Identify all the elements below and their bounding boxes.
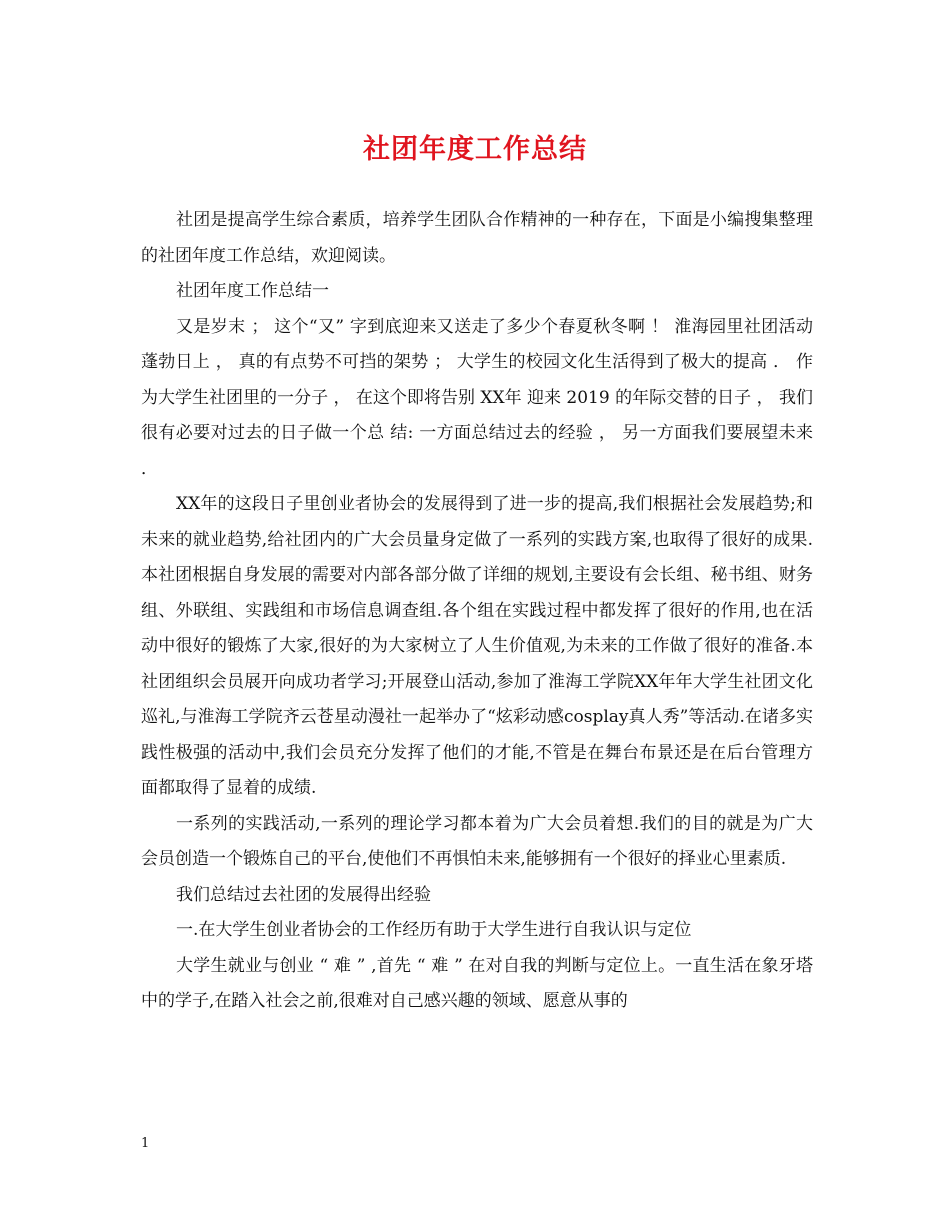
- paragraph: 又是岁末 ； 这个“又” 字到底迎来又送走了多少个春夏秋冬啊 ！ 淮海园里社团活动蓬勃日上 ， 真的有点势不可挡的架势 ； 大学生的校园文化生活得到了极大的提高 ． 作为大学生社团里的一分子 ， 在这个即将告别 XX年 迎来 2019 的年际交替的日子 ， 我们很有必要对过去的日子做一个总 结: 一方面总结过去的经验 ， 另一方面我们要展望未来 ．: [141, 316, 813, 479]
- paragraph-heading: 我们总结过去社团的发展得出经验: [176, 884, 431, 905]
- section-heading: 社团年度工作总结一: [176, 281, 329, 301]
- paragraph: XX年的这段日子里创业者协会的发展得到了进一步的提高,我们根据社会发展趋势;和未来的就业趋势,给社团内的广大会员量身定做了一系列的实践方案,也取得了很好的成果.本社团根据自身发展的需要对内部各部分做了详细的规划,主要设有会长组、秘书组、财务组、外联组、实践组和市场信息调查组.各个组在实践过程中都发挥了很好的作用,也在活动中很好的锻炼了大家,很好的为大家树立了人生价值观,为未来的工作做了很好的准备.本社团组织会员展开向成功者学习;开展登山活动,参加了淮海工学院XX年年大学生社团文化巡礼,与淮海工学院齐云苍星动漫社一起举办了“炫彩动感cosplay真人秀”等活动.在诸多实践性极强的活动中,我们会员充分发挥了他们的才能,不管是在舞台布景还是在后台管理方面都取得了显着的成绩.: [141, 494, 813, 798]
- document-title: 社团年度工作总结: [363, 134, 587, 165]
- paragraph: 一系列的实践活动,一系列的理论学习都本着为广大会员着想.我们的目的就是为广大会员创造一个锻炼自己的平台,使他们不再惧怕未来,能够拥有一个很好的择业心里素质.: [141, 813, 813, 869]
- page-number: 1: [141, 1136, 150, 1151]
- paragraph-intro: 社团是提高学生综合素质，培养学生团队合作精神的一种存在，下面是小编搜集整理的社团年度工作总结，欢迎阅读。: [141, 210, 813, 266]
- paragraph-heading: 一.在大学生创业者协会的工作经历有助于大学生进行自我认识与定位: [176, 920, 692, 940]
- paragraph: 大学生就业与创业 “ 难 ” ,首先 “ 难 ” 在对自我的判断与定位上。一直生活在象牙塔中的学子,在踏入社会之前,很难对自己感兴趣的领域、愿意从事的: [141, 955, 813, 1011]
- document-body: [141, 203, 813, 1020]
